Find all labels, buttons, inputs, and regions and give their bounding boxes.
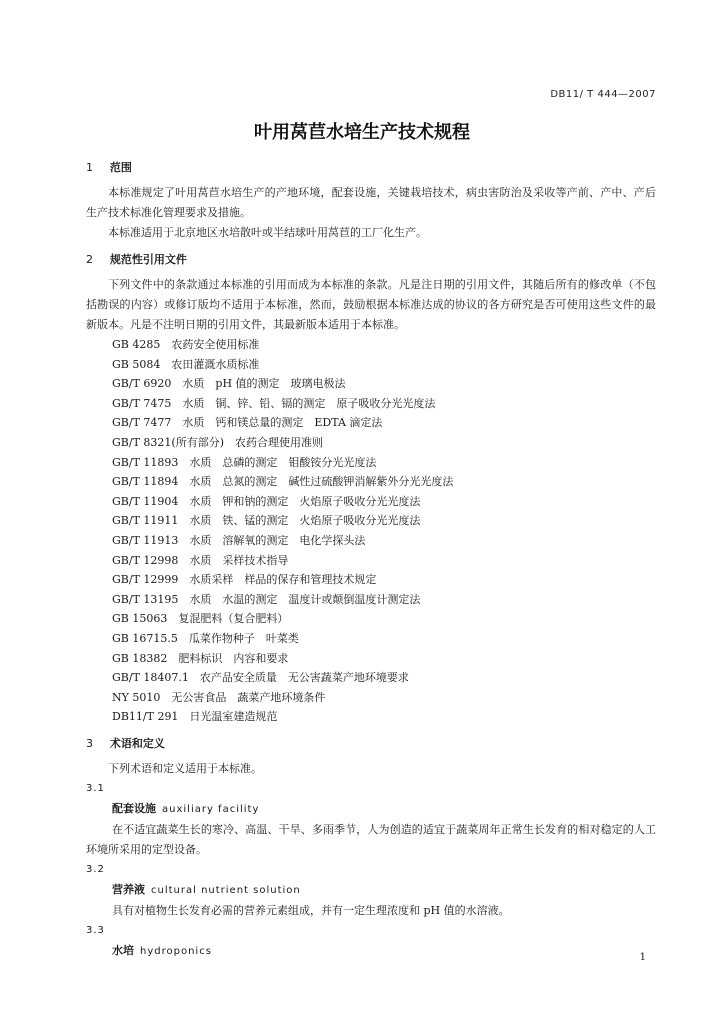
page-number: 1 — [639, 952, 646, 963]
section-2-number: 2 — [86, 253, 93, 266]
reference-item: GB 18382 肥料标识 内容和要求 — [112, 651, 289, 665]
reference-item: GB/T 11913 水质 溶解氧的测定 电化学探头法 — [112, 533, 366, 547]
reference-item: GB 4285 农药安全使用标准 — [112, 338, 260, 351]
section-3-title: 术语和定义 — [109, 736, 165, 750]
section-1-paragraph-2: 本标准适用于北京地区水培散叶或半结球叶用莴苣的工厂化生产。 — [108, 226, 427, 239]
term-english: auxiliary facility — [162, 803, 260, 815]
reference-item: DB11/T 291 日光温室建造规范 — [112, 710, 278, 724]
reference-item: GB/T 7477 水质 钙和镁总量的测定 EDTA 滴定法 — [112, 416, 383, 430]
term-definition: 具有对植物生长发育必需的营养元素组成，并有一定生理浓度和 pH 值的水溶液。 — [112, 903, 510, 917]
term-number: 3.1 — [86, 782, 105, 794]
reference-item: GB/T 11894 水质 总氮的测定 碱性过硫酸钾消解紫外分光光度法 — [112, 475, 454, 489]
reference-item: GB/T 12998 水质 采样技术指导 — [112, 553, 289, 567]
section-1-paragraph-1: 本标准规定了叶用莴苣水培生产的产地环境，配套设施，关键栽培技术，病虫害防治及采收等产前、产中、产后生产技术标准化管理要求及措施。 — [86, 186, 656, 219]
reference-item: NY 5010 无公害食品 蔬菜产地环境条件 — [112, 690, 326, 704]
reference-item: GB/T 11911 水质 铁、锰的测定 火焰原子吸收分光光度法 — [112, 514, 421, 528]
section-2-paragraph: 下列文件中的条款通过本标准的引用而成为本标准的条款。凡是注日期的引用文件，其随后所有的修改单（不包括勘误的内容）或修订版均不适用于本标准，然而，鼓励根据本标准达成的协议的各方研究是否可使用这些文件的最新版本。凡是不注明日期的引用文件，其最新版本适用于本标准。 — [86, 278, 656, 331]
term-heading — [86, 799, 656, 820]
document-code: DB11/ T 444—2007 — [550, 89, 656, 100]
document-title: 叶用莴苣水培生产技术规程 — [254, 122, 470, 143]
section-2-heading — [86, 249, 656, 271]
reference-item: GB/T 7475 水质 铜、锌、铅、镉的测定 原子吸收分光光度法 — [112, 396, 436, 410]
section-3-number: 3 — [86, 736, 93, 750]
term-number: 3.2 — [86, 863, 105, 875]
reference-item: GB/T 18407.1 农产品安全质量 无公害蔬菜产地环境要求 — [112, 671, 409, 685]
section-1-number: 1 — [86, 161, 93, 174]
reference-item: GB 15063 复混肥料（复合肥料） — [112, 612, 289, 626]
reference-item: GB/T 11893 水质 总磷的测定 钼酸铵分光光度法 — [112, 455, 377, 469]
section-1-heading — [86, 157, 656, 179]
term-definition: 在不适宜蔬菜生长的寒冷、高温、干旱、多雨季节，人为创造的适宜于蔬菜周年正常生长发育的相对稳定的人工环境所采用的定型设备。 — [86, 822, 656, 856]
term-english: cultural nutrient solution — [151, 884, 301, 896]
term-heading — [86, 941, 656, 962]
term-english: hydroponics — [140, 945, 212, 957]
section-2-title: 规范性引用文件 — [109, 253, 187, 266]
term-chinese: 配套设施 — [112, 801, 156, 815]
reference-item: GB/T 11904 水质 钾和钠的测定 火焰原子吸收分光光度法 — [112, 494, 421, 508]
reference-item: GB/T 8321(所有部分) 农药合理使用准则 — [112, 435, 323, 449]
term-heading — [86, 880, 656, 901]
reference-list — [86, 335, 656, 727]
section-3-intro: 下列术语和定义适用于本标准。 — [108, 761, 262, 775]
reference-item: GB 5084 农田灌溉水质标准 — [112, 357, 260, 371]
reference-item: GB/T 6920 水质 pH 值的测定 玻璃电极法 — [112, 377, 346, 391]
term-chinese: 水培 — [112, 943, 134, 957]
document-body — [86, 157, 656, 962]
term-chinese: 营养液 — [112, 882, 145, 896]
reference-item: GB/T 13195 水质 水温的测定 温度计或颠倒温度计测定法 — [112, 592, 421, 606]
reference-item: GB/T 12999 水质采样 样品的保存和管理技术规定 — [112, 573, 377, 587]
reference-item: GB 16715.5 瓜菜作物种子 叶菜类 — [112, 631, 299, 645]
term-number: 3.3 — [86, 924, 105, 936]
section-3-heading — [86, 733, 656, 755]
section-1-title: 范围 — [109, 161, 132, 174]
